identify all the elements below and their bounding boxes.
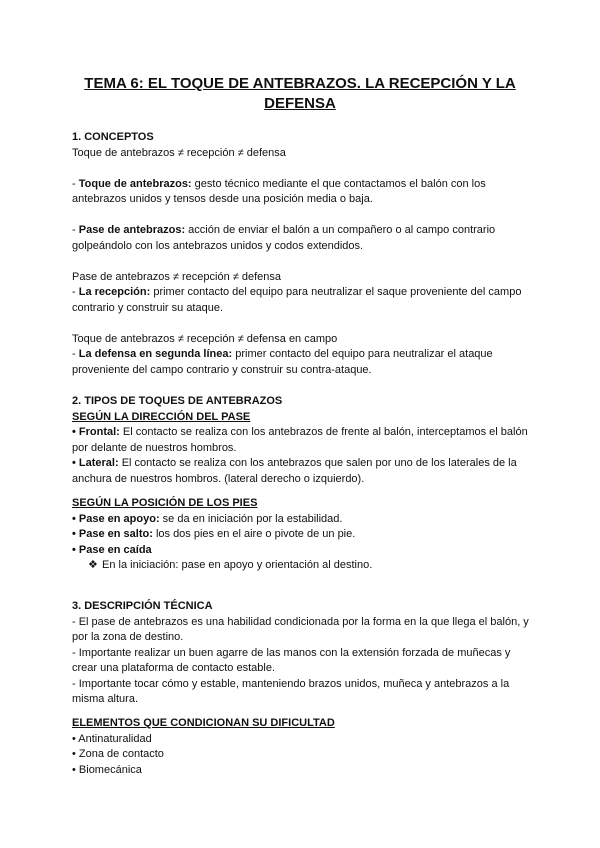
list-item: • Antinaturalidad	[72, 732, 152, 745]
bullet-item: • Pase en caída	[72, 543, 152, 556]
definition-term: La recepción:	[78, 286, 151, 298]
section-elementos	[72, 716, 534, 778]
section-conceptos	[72, 130, 534, 378]
bullet-item: • Lateral: El contacto se realiza con los antebrazos que salen por uno de los laterales de la anchura de nuestros hombros. (lateral derecho o izquierdo).	[72, 457, 517, 485]
description-line: - Importante realizar un buen agarre de las manos con la extensión forzada de muñecas y crear una plataforma de contacto estable.	[72, 646, 511, 674]
description-line: - El pase de antebrazos es una habilidad condicionada por la forma en la que llega el balón, y por la zona de destino.	[72, 615, 529, 643]
bullet-item: • Pase en salto: los dos pies en el aire o pivote de un pie.	[72, 528, 356, 540]
list-item: • Zona de contacto	[72, 748, 164, 760]
subsection-heading: SEGÚN LA DIRECCIÓN DEL PASE	[72, 410, 251, 423]
definition-paragraph: - Toque de antebrazos: gesto técnico mediante el que contactamos el balón con los antebrazos unidos y tensos desde una posición media o baja.	[72, 177, 486, 205]
definition-paragraph: - La recepción: primer contacto del equipo para neutralizar el saque proveniente del campo contrario y construir su ataque.	[72, 286, 522, 314]
section-heading: 3. DESCRIPCIÓN TÉCNICA	[72, 600, 213, 612]
definition-term: Pase de antebrazos:	[78, 224, 186, 236]
concept-line: Toque de antebrazos ≠ recepción ≠ defensa	[72, 146, 286, 159]
section-posicion-pies	[72, 496, 534, 574]
subsection-heading: ELEMENTOS QUE CONDICIONAN SU DIFICULTAD	[72, 717, 335, 729]
definition-term: Toque de antebrazos:	[78, 177, 192, 190]
concept-line: Pase de antebrazos ≠ recepción ≠ defensa	[72, 270, 281, 283]
bullet-item: • Pase en apoyo: se da en iniciación por la estabilidad.	[72, 512, 343, 525]
description-line: - Importante tocar cómo y estable, manteniendo brazos unidos, muñeca y antebrazos a la misma altura.	[72, 677, 510, 705]
section-descripcion	[72, 599, 534, 708]
list-item: • Biomecánica	[72, 763, 142, 776]
section-heading: 2. TIPOS DE TOQUES DE ANTEBRAZOS	[72, 395, 283, 407]
concept-line: Toque de antebrazos ≠ recepción ≠ defensa en campo	[72, 332, 338, 345]
sub-bullet-item: ❖ En la iniciación: pase en apoyo y orientación al destino.	[72, 558, 534, 574]
document-title: TEMA 6: EL TOQUE DE ANTEBRAZOS. LA RECEPCIÓN Y LA DEFENSA	[84, 75, 516, 112]
definition-paragraph: - La defensa en segunda línea: primer contacto del equipo para neutralizar el ataque proveniente del campo contrario y construir su contra-ataque.	[72, 348, 493, 376]
subsection-heading: SEGÚN LA POSICIÓN DE LOS PIES	[72, 497, 258, 509]
section-tipos	[72, 394, 534, 487]
definition-term: La defensa en segunda línea:	[78, 348, 233, 360]
bullet-item: • Frontal: El contacto se realiza con los antebrazos de frente al balón, interceptamos el balón por delante de nuestros hombros.	[72, 426, 528, 454]
diamond-bullet-icon: ❖	[88, 559, 98, 571]
definition-paragraph: - Pase de antebrazos: acción de enviar el balón a un compañero o al campo contrario golpeándolo con los antebrazos unidos y codos extendidos.	[72, 224, 496, 252]
section-heading: 1. CONCEPTOS	[72, 131, 154, 143]
